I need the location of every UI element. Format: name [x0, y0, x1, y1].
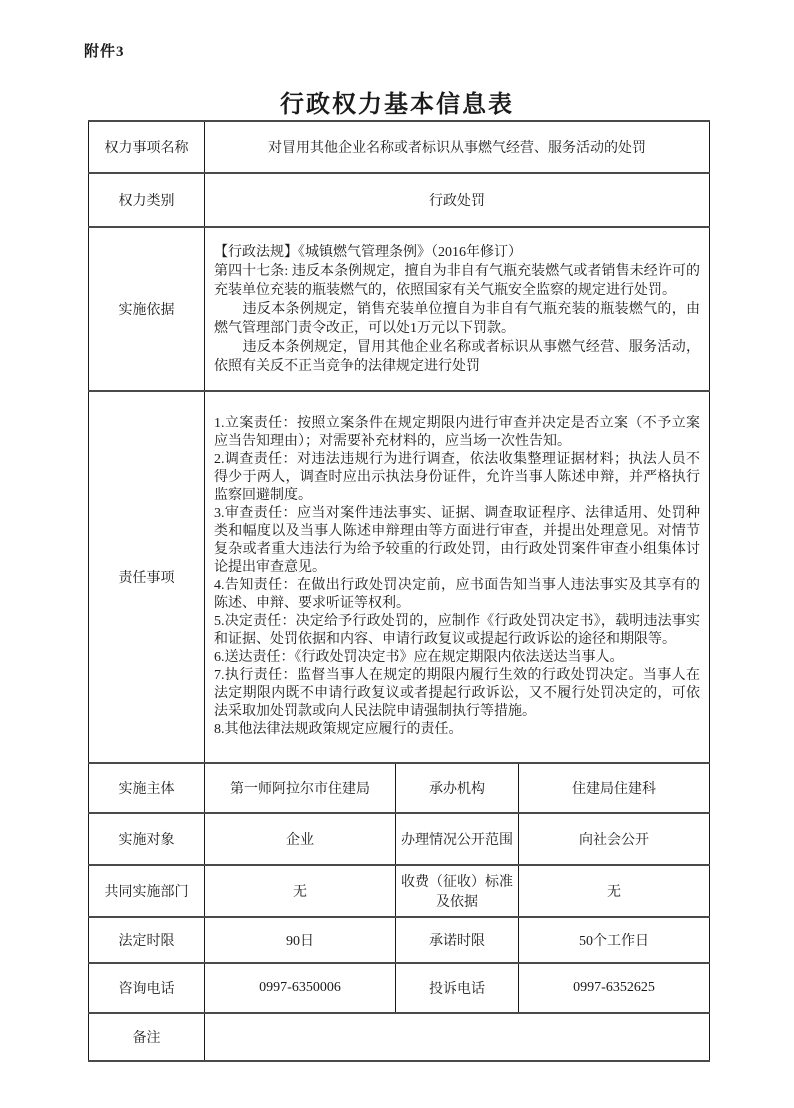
duty-item: 2.调查责任：对违法违规行为进行调查，依法收集整理证据材料；执法人员不得少于两人，调查时应出示执法身份证件，允许当事人陈述申辩，并严格执行监察回避制度。 — [214, 452, 701, 503]
basis-paragraph: 第四十七条: 违反本条例规定，擅自为非自有气瓶充装燃气或者销售未经许可的充装单位充装的瓶装燃气的，依照国家有关气瓶安全监察的规定进行处罚。 — [214, 263, 701, 298]
row-statutory-time-limit — [89, 917, 710, 963]
row-label: 备注 — [89, 1013, 205, 1061]
row-value: 50个工作日 — [519, 917, 710, 963]
row-label: 办理情况公开范围 — [396, 813, 519, 865]
row-value: 无 — [519, 865, 710, 917]
row-label: 法定时限 — [89, 917, 205, 963]
duty-item: 4.告知责任：在做出行政处罚决定前，应书面告知当事人违法事实及其享有的陈述、申辩、要求听证等权利。 — [214, 578, 701, 611]
row-label: 承办机构 — [396, 763, 519, 813]
row-implementing-body — [89, 763, 710, 813]
row-implementation-target — [89, 813, 710, 865]
row-remark — [89, 1013, 710, 1061]
row-value: 90日 — [205, 917, 396, 963]
basis-paragraph: 【行政法规】《城镇燃气管理条例》（2016年修订） — [214, 244, 522, 260]
info-table — [88, 120, 710, 1062]
row-value: 住建局住建科 — [519, 763, 710, 813]
row-label: 实施主体 — [89, 763, 205, 813]
row-value: 对冒用其他企业名称或者标识从事燃气经营、服务活动的处罚 — [205, 121, 710, 173]
row-label: 收费（征收）标准及依据 — [396, 865, 519, 917]
row-label: 承诺时限 — [396, 917, 519, 963]
duty-item: 8.其他法律法规政策规定应履行的责任。 — [214, 722, 463, 737]
row-value — [205, 1013, 710, 1061]
row-value — [205, 227, 710, 391]
row-label: 投诉电话 — [396, 963, 519, 1013]
row-value: 企业 — [205, 813, 396, 865]
row-item-name — [89, 121, 710, 173]
complaint-phone: 0997-6352625 — [519, 963, 710, 1013]
duty-item: 6.送达责任：《行政处罚决定书》应在规定期限内依法送达当事人。 — [214, 650, 624, 665]
row-value — [205, 391, 710, 763]
row-value: 无 — [205, 865, 396, 917]
row-value: 第一师阿拉尔市住建局 — [205, 763, 396, 813]
row-label: 责任事项 — [89, 391, 205, 763]
row-joint-departments — [89, 865, 710, 917]
row-label: 咨询电话 — [89, 963, 205, 1013]
row-power-type — [89, 173, 710, 227]
attachment-label: 附件3 — [84, 44, 125, 60]
basis-paragraph: 违反本条例规定，销售充装单位擅自为非自有气瓶充装的瓶装燃气的，由燃气管理部门责令改正，可以处1万元以下罚款。 — [214, 301, 701, 336]
row-duty-items — [89, 391, 710, 763]
duty-item: 7.执行责任：监督当事人在规定的期限内履行生效的行政处罚决定。当事人在法定期限内既不申请行政复议或者提起行政诉讼，又不履行处罚决定的，可依法采取加处罚款或向人民法院申请强制执行等措施。 — [214, 668, 701, 719]
row-label: 实施对象 — [89, 813, 205, 865]
row-value: 向社会公开 — [519, 813, 710, 865]
row-label: 共同实施部门 — [89, 865, 205, 917]
row-label: 权力事项名称 — [89, 121, 205, 173]
basis-paragraph: 违反本条例规定，冒用其他企业名称或者标识从事燃气经营、服务活动，依照有关反不正当竞争的法律规定进行处罚 — [214, 339, 701, 374]
page-title: 行政权力基本信息表 — [280, 92, 514, 118]
duty-item: 5.决定责任：决定给予行政处罚的，应制作《行政处罚决定书》，载明违法事实和证据、处罚依据和内容、申请行政复议或提起行政诉讼的途径和期限等。 — [214, 614, 701, 647]
row-phone-numbers — [89, 963, 710, 1013]
row-implementation-basis — [89, 227, 710, 391]
duty-item: 3.审查责任：应当对案件违法事实、证据、调查取证程序、法律适用、处罚种类和幅度以及当事人陈述申辩理由等方面进行审查，并提出处理意见。对情节复杂或者重大违法行为给予较重的行政处罚，由行政处罚案件审查小组集体讨论提出审查意见。 — [214, 506, 701, 575]
row-label: 权力类别 — [89, 173, 205, 227]
row-value: 行政处罚 — [205, 173, 710, 227]
consultation-phone: 0997-6350006 — [205, 963, 396, 1013]
row-label: 实施依据 — [89, 227, 205, 391]
duty-item: 1.立案责任：按照立案条件在规定期限内进行审查并决定是否立案（不予立案应当告知理由）；对需要补充材料的，应当场一次性告知。 — [214, 416, 701, 449]
